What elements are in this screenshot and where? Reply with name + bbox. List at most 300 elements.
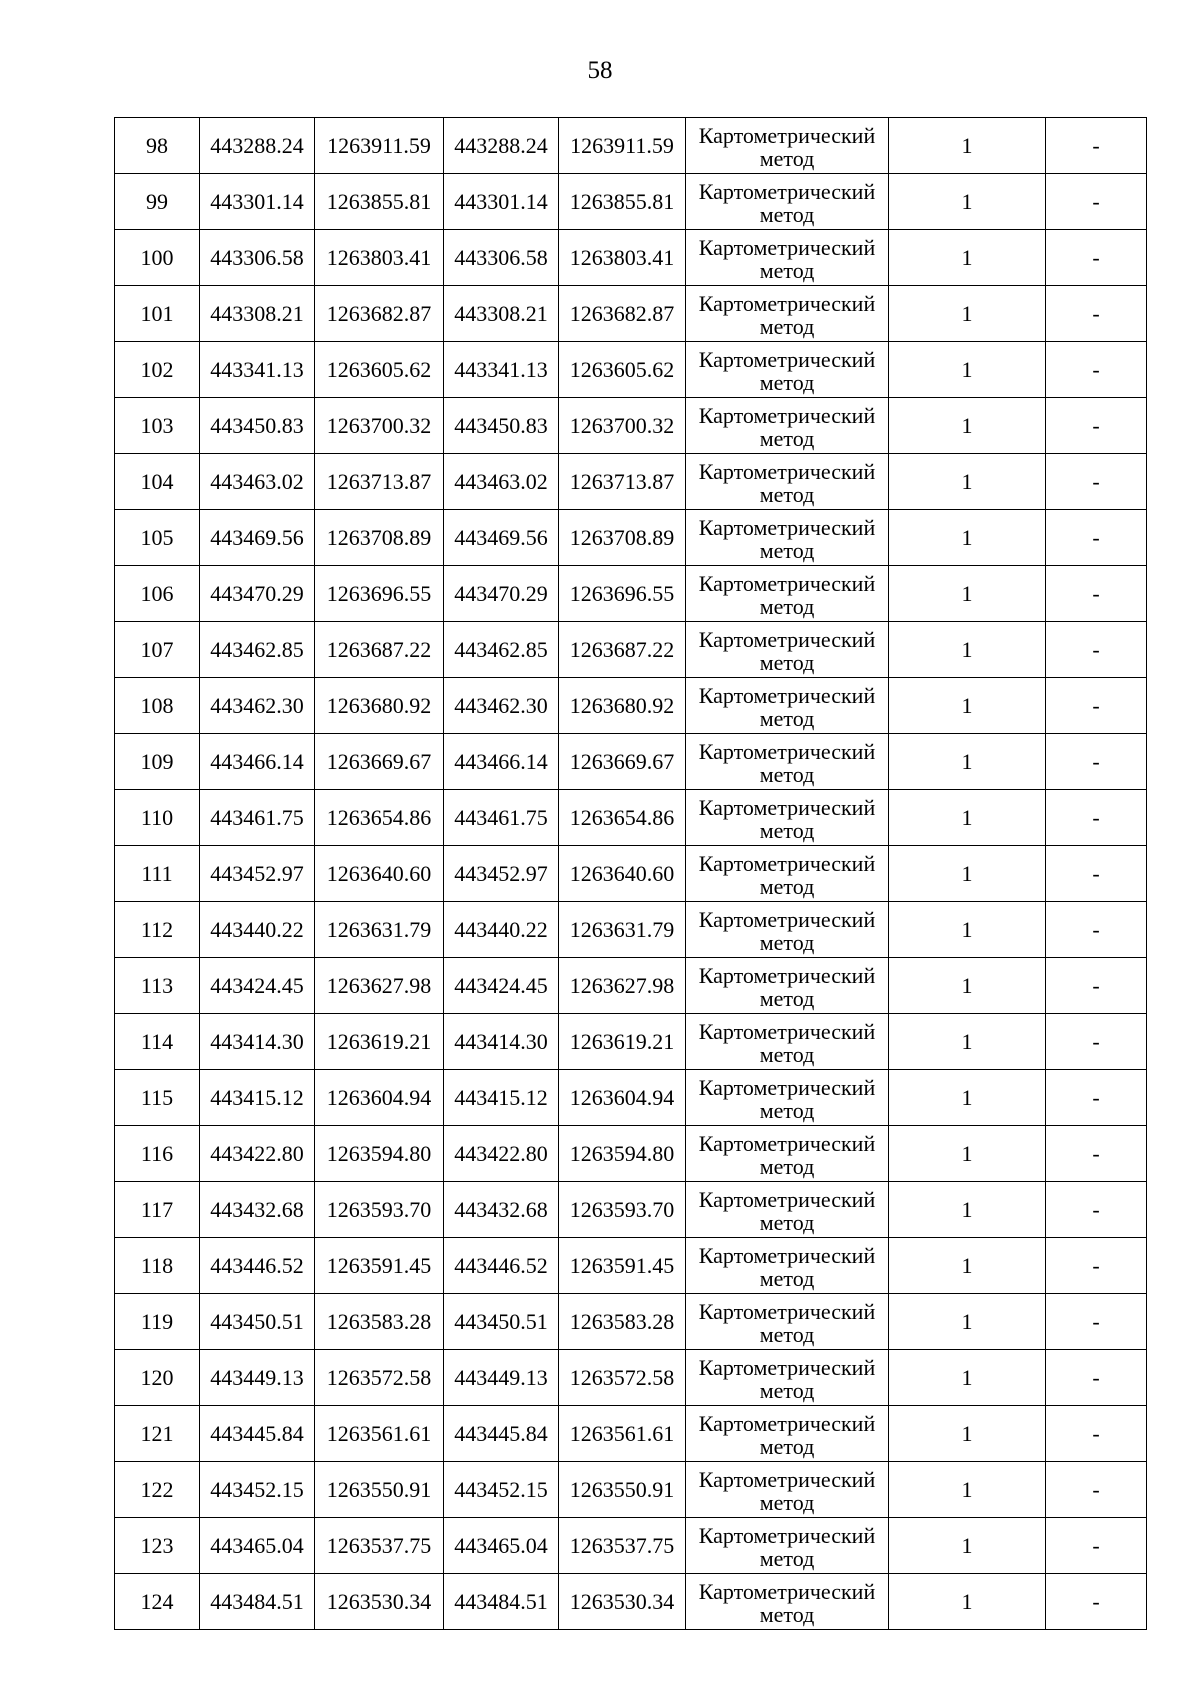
method-line-2: метод — [759, 537, 815, 563]
note-cell: - — [1046, 454, 1147, 510]
note-cell: - — [1046, 1462, 1147, 1518]
point-number-cell: 116 — [115, 1126, 200, 1182]
accuracy-cell: 1 — [889, 1126, 1046, 1182]
table-row — [115, 1574, 1147, 1630]
method-line-1: Картометрический — [698, 1466, 876, 1492]
y-coordinate-cell: 1263680.92 — [315, 678, 444, 734]
point-number-cell: 103 — [115, 398, 200, 454]
note-cell: - — [1046, 1574, 1147, 1630]
method-cell — [686, 230, 889, 286]
y-coordinate-cell: 1263583.28 — [315, 1294, 444, 1350]
table-row — [115, 566, 1147, 622]
accuracy-cell: 1 — [889, 1182, 1046, 1238]
method-line-1: Картометрический — [698, 1074, 876, 1100]
note-cell: - — [1046, 398, 1147, 454]
y-coordinate-cell: 1263619.21 — [315, 1014, 444, 1070]
note-cell: - — [1046, 1070, 1147, 1126]
x-coordinate-cell: 443450.51 — [200, 1294, 315, 1350]
x-coordinate-cell: 443449.13 — [444, 1350, 559, 1406]
y-coordinate-cell: 1263572.58 — [315, 1350, 444, 1406]
method-line-1: Картометрический — [698, 962, 876, 988]
x-coordinate-cell: 443414.30 — [200, 1014, 315, 1070]
method-cell — [686, 1070, 889, 1126]
method-line-2: метод — [759, 145, 815, 171]
table-row — [115, 1126, 1147, 1182]
x-coordinate-cell: 443306.58 — [444, 230, 559, 286]
accuracy-cell: 1 — [889, 174, 1046, 230]
x-coordinate-cell: 443440.22 — [200, 902, 315, 958]
note-cell: - — [1046, 902, 1147, 958]
method-line-2: метод — [759, 1433, 815, 1459]
note-cell: - — [1046, 566, 1147, 622]
method-line-2: метод — [759, 1489, 815, 1515]
accuracy-cell: 1 — [889, 1350, 1046, 1406]
table-row — [115, 1462, 1147, 1518]
table-row — [115, 622, 1147, 678]
accuracy-cell: 1 — [889, 342, 1046, 398]
y-coordinate-cell: 1263561.61 — [559, 1406, 686, 1462]
y-coordinate-cell: 1263803.41 — [559, 230, 686, 286]
table-row — [115, 1238, 1147, 1294]
x-coordinate-cell: 443465.04 — [200, 1518, 315, 1574]
method-line-2: метод — [759, 929, 815, 955]
x-coordinate-cell: 443462.85 — [200, 622, 315, 678]
method-line-1: Картометрический — [698, 402, 876, 428]
table-row — [115, 286, 1147, 342]
y-coordinate-cell: 1263696.55 — [315, 566, 444, 622]
method-line-2: метод — [759, 1377, 815, 1403]
x-coordinate-cell: 443424.45 — [200, 958, 315, 1014]
table-row — [115, 1406, 1147, 1462]
accuracy-cell: 1 — [889, 678, 1046, 734]
y-coordinate-cell: 1263680.92 — [559, 678, 686, 734]
y-coordinate-cell: 1263583.28 — [559, 1294, 686, 1350]
x-coordinate-cell: 443450.83 — [200, 398, 315, 454]
method-line-2: метод — [759, 1321, 815, 1347]
point-number-cell: 113 — [115, 958, 200, 1014]
method-line-1: Картометрический — [698, 570, 876, 596]
x-coordinate-cell: 443445.84 — [200, 1406, 315, 1462]
method-cell — [686, 734, 889, 790]
accuracy-cell: 1 — [889, 398, 1046, 454]
x-coordinate-cell: 443301.14 — [444, 174, 559, 230]
x-coordinate-cell: 443469.56 — [444, 510, 559, 566]
method-cell — [686, 1518, 889, 1574]
x-coordinate-cell: 443462.30 — [444, 678, 559, 734]
method-line-2: метод — [759, 873, 815, 899]
table-row — [115, 1070, 1147, 1126]
method-line-1: Картометрический — [698, 1242, 876, 1268]
note-cell: - — [1046, 1294, 1147, 1350]
table-row — [115, 902, 1147, 958]
point-number-cell: 104 — [115, 454, 200, 510]
y-coordinate-cell: 1263550.91 — [559, 1462, 686, 1518]
y-coordinate-cell: 1263605.62 — [559, 342, 686, 398]
accuracy-cell: 1 — [889, 1014, 1046, 1070]
y-coordinate-cell: 1263640.60 — [315, 846, 444, 902]
x-coordinate-cell: 443415.12 — [444, 1070, 559, 1126]
table-row — [115, 1294, 1147, 1350]
accuracy-cell: 1 — [889, 1518, 1046, 1574]
y-coordinate-cell: 1263627.98 — [559, 958, 686, 1014]
y-coordinate-cell: 1263550.91 — [315, 1462, 444, 1518]
x-coordinate-cell: 443445.84 — [444, 1406, 559, 1462]
method-cell — [686, 1014, 889, 1070]
method-cell — [686, 790, 889, 846]
point-number-cell: 121 — [115, 1406, 200, 1462]
method-cell — [686, 566, 889, 622]
note-cell: - — [1046, 1518, 1147, 1574]
method-cell — [686, 1406, 889, 1462]
x-coordinate-cell: 443422.80 — [444, 1126, 559, 1182]
table-row — [115, 1518, 1147, 1574]
method-cell — [686, 174, 889, 230]
method-line-1: Картометрический — [698, 850, 876, 876]
note-cell: - — [1046, 118, 1147, 174]
method-line-1: Картометрический — [698, 514, 876, 540]
note-cell: - — [1046, 678, 1147, 734]
method-cell — [686, 1238, 889, 1294]
point-number-cell: 105 — [115, 510, 200, 566]
x-coordinate-cell: 443470.29 — [444, 566, 559, 622]
accuracy-cell: 1 — [889, 566, 1046, 622]
y-coordinate-cell: 1263911.59 — [559, 118, 686, 174]
method-line-1: Картометрический — [698, 346, 876, 372]
point-number-cell: 106 — [115, 566, 200, 622]
method-cell — [686, 1462, 889, 1518]
table-row — [115, 174, 1147, 230]
method-cell — [686, 1294, 889, 1350]
table-row — [115, 510, 1147, 566]
y-coordinate-cell: 1263627.98 — [315, 958, 444, 1014]
x-coordinate-cell: 443452.15 — [200, 1462, 315, 1518]
method-cell — [686, 678, 889, 734]
y-coordinate-cell: 1263713.87 — [315, 454, 444, 510]
y-coordinate-cell: 1263593.70 — [559, 1182, 686, 1238]
x-coordinate-cell: 443465.04 — [444, 1518, 559, 1574]
method-line-1: Картометрический — [698, 1130, 876, 1156]
table-row — [115, 1014, 1147, 1070]
x-coordinate-cell: 443440.22 — [444, 902, 559, 958]
x-coordinate-cell: 443449.13 — [200, 1350, 315, 1406]
method-cell — [686, 1350, 889, 1406]
y-coordinate-cell: 1263530.34 — [559, 1574, 686, 1630]
method-line-1: Картометрический — [698, 682, 876, 708]
table-row — [115, 454, 1147, 510]
page-number: 58 — [587, 57, 613, 84]
y-coordinate-cell: 1263530.34 — [315, 1574, 444, 1630]
y-coordinate-cell: 1263713.87 — [559, 454, 686, 510]
method-line-2: метод — [759, 201, 815, 227]
note-cell: - — [1046, 342, 1147, 398]
table-row — [115, 678, 1147, 734]
accuracy-cell: 1 — [889, 286, 1046, 342]
x-coordinate-cell: 443446.52 — [444, 1238, 559, 1294]
y-coordinate-cell: 1263631.79 — [559, 902, 686, 958]
accuracy-cell: 1 — [889, 230, 1046, 286]
y-coordinate-cell: 1263708.89 — [315, 510, 444, 566]
method-line-2: метод — [759, 817, 815, 843]
x-coordinate-cell: 443461.75 — [200, 790, 315, 846]
y-coordinate-cell: 1263631.79 — [315, 902, 444, 958]
x-coordinate-cell: 443424.45 — [444, 958, 559, 1014]
method-line-2: метод — [759, 1041, 815, 1067]
y-coordinate-cell: 1263619.21 — [559, 1014, 686, 1070]
method-line-2: метод — [759, 257, 815, 283]
method-cell — [686, 846, 889, 902]
method-line-2: метод — [759, 1265, 815, 1291]
x-coordinate-cell: 443414.30 — [444, 1014, 559, 1070]
point-number-cell: 124 — [115, 1574, 200, 1630]
method-line-1: Картометрический — [698, 1018, 876, 1044]
note-cell: - — [1046, 286, 1147, 342]
method-line-2: метод — [759, 1209, 815, 1235]
method-line-1: Картометрический — [698, 1186, 876, 1212]
table-row — [115, 342, 1147, 398]
x-coordinate-cell: 443308.21 — [444, 286, 559, 342]
accuracy-cell: 1 — [889, 734, 1046, 790]
y-coordinate-cell: 1263654.86 — [559, 790, 686, 846]
y-coordinate-cell: 1263700.32 — [315, 398, 444, 454]
y-coordinate-cell: 1263682.87 — [559, 286, 686, 342]
method-cell — [686, 958, 889, 1014]
y-coordinate-cell: 1263911.59 — [315, 118, 444, 174]
y-coordinate-cell: 1263572.58 — [559, 1350, 686, 1406]
point-number-cell: 107 — [115, 622, 200, 678]
point-number-cell: 111 — [115, 846, 200, 902]
y-coordinate-cell: 1263591.45 — [559, 1238, 686, 1294]
method-line-1: Картометрический — [698, 1298, 876, 1324]
y-coordinate-cell: 1263682.87 — [315, 286, 444, 342]
note-cell: - — [1046, 734, 1147, 790]
table-row — [115, 1350, 1147, 1406]
point-number-cell: 114 — [115, 1014, 200, 1070]
y-coordinate-cell: 1263687.22 — [559, 622, 686, 678]
method-line-2: метод — [759, 985, 815, 1011]
table-body — [115, 118, 1147, 1630]
table-row — [115, 398, 1147, 454]
method-cell — [686, 622, 889, 678]
method-line-2: метод — [759, 481, 815, 507]
method-line-1: Картометрический — [698, 290, 876, 316]
note-cell: - — [1046, 1238, 1147, 1294]
accuracy-cell: 1 — [889, 1294, 1046, 1350]
table-row — [115, 230, 1147, 286]
x-coordinate-cell: 443432.68 — [200, 1182, 315, 1238]
x-coordinate-cell: 443288.24 — [444, 118, 559, 174]
point-number-cell: 117 — [115, 1182, 200, 1238]
method-line-2: метод — [759, 425, 815, 451]
accuracy-cell: 1 — [889, 454, 1046, 510]
y-coordinate-cell: 1263708.89 — [559, 510, 686, 566]
point-number-cell: 115 — [115, 1070, 200, 1126]
y-coordinate-cell: 1263640.60 — [559, 846, 686, 902]
y-coordinate-cell: 1263654.86 — [315, 790, 444, 846]
method-line-2: метод — [759, 593, 815, 619]
y-coordinate-cell: 1263537.75 — [315, 1518, 444, 1574]
method-line-2: метод — [759, 1545, 815, 1571]
y-coordinate-cell: 1263604.94 — [315, 1070, 444, 1126]
point-number-cell: 120 — [115, 1350, 200, 1406]
y-coordinate-cell: 1263687.22 — [315, 622, 444, 678]
method-line-1: Картометрический — [698, 738, 876, 764]
table-row — [115, 846, 1147, 902]
method-cell — [686, 510, 889, 566]
x-coordinate-cell: 443463.02 — [444, 454, 559, 510]
x-coordinate-cell: 443462.30 — [200, 678, 315, 734]
method-cell — [686, 454, 889, 510]
x-coordinate-cell: 443463.02 — [200, 454, 315, 510]
table-row — [115, 734, 1147, 790]
x-coordinate-cell: 443466.14 — [200, 734, 315, 790]
accuracy-cell: 1 — [889, 790, 1046, 846]
method-line-1: Картометрический — [698, 1410, 876, 1436]
accuracy-cell: 1 — [889, 510, 1046, 566]
point-number-cell: 101 — [115, 286, 200, 342]
method-line-2: метод — [759, 1097, 815, 1123]
point-number-cell: 110 — [115, 790, 200, 846]
method-line-1: Картометрический — [698, 122, 876, 148]
method-line-2: метод — [759, 761, 815, 787]
method-cell — [686, 1182, 889, 1238]
y-coordinate-cell: 1263591.45 — [315, 1238, 444, 1294]
method-line-1: Картометрический — [698, 234, 876, 260]
accuracy-cell: 1 — [889, 1238, 1046, 1294]
x-coordinate-cell: 443422.80 — [200, 1126, 315, 1182]
accuracy-cell: 1 — [889, 1070, 1046, 1126]
x-coordinate-cell: 443415.12 — [200, 1070, 315, 1126]
method-line-2: метод — [759, 313, 815, 339]
accuracy-cell: 1 — [889, 622, 1046, 678]
accuracy-cell: 1 — [889, 1462, 1046, 1518]
x-coordinate-cell: 443484.51 — [200, 1574, 315, 1630]
method-cell — [686, 118, 889, 174]
y-coordinate-cell: 1263593.70 — [315, 1182, 444, 1238]
note-cell: - — [1046, 1182, 1147, 1238]
accuracy-cell: 1 — [889, 846, 1046, 902]
table-row — [115, 790, 1147, 846]
accuracy-cell: 1 — [889, 902, 1046, 958]
point-number-cell: 122 — [115, 1462, 200, 1518]
method-line-1: Картометрический — [698, 794, 876, 820]
method-line-1: Картометрический — [698, 458, 876, 484]
point-number-cell: 108 — [115, 678, 200, 734]
method-cell — [686, 902, 889, 958]
y-coordinate-cell: 1263594.80 — [315, 1126, 444, 1182]
y-coordinate-cell: 1263669.67 — [559, 734, 686, 790]
table-row — [115, 958, 1147, 1014]
y-coordinate-cell: 1263700.32 — [559, 398, 686, 454]
accuracy-cell: 1 — [889, 958, 1046, 1014]
note-cell: - — [1046, 1126, 1147, 1182]
note-cell: - — [1046, 790, 1147, 846]
x-coordinate-cell: 443452.97 — [444, 846, 559, 902]
x-coordinate-cell: 443341.13 — [200, 342, 315, 398]
x-coordinate-cell: 443432.68 — [444, 1182, 559, 1238]
method-cell — [686, 342, 889, 398]
x-coordinate-cell: 443301.14 — [200, 174, 315, 230]
note-cell: - — [1046, 1350, 1147, 1406]
y-coordinate-cell: 1263561.61 — [315, 1406, 444, 1462]
coordinates-table — [114, 117, 1147, 1630]
method-cell — [686, 286, 889, 342]
x-coordinate-cell: 443450.51 — [444, 1294, 559, 1350]
method-line-1: Картометрический — [698, 178, 876, 204]
x-coordinate-cell: 443446.52 — [200, 1238, 315, 1294]
x-coordinate-cell: 443462.85 — [444, 622, 559, 678]
method-cell — [686, 1126, 889, 1182]
x-coordinate-cell: 443470.29 — [200, 566, 315, 622]
x-coordinate-cell: 443341.13 — [444, 342, 559, 398]
method-cell — [686, 1574, 889, 1630]
point-number-cell: 112 — [115, 902, 200, 958]
x-coordinate-cell: 443466.14 — [444, 734, 559, 790]
y-coordinate-cell: 1263605.62 — [315, 342, 444, 398]
method-cell — [686, 398, 889, 454]
y-coordinate-cell: 1263855.81 — [315, 174, 444, 230]
method-line-2: метод — [759, 1601, 815, 1627]
x-coordinate-cell: 443288.24 — [200, 118, 315, 174]
point-number-cell: 100 — [115, 230, 200, 286]
point-number-cell: 102 — [115, 342, 200, 398]
method-line-1: Картометрический — [698, 1522, 876, 1548]
y-coordinate-cell: 1263594.80 — [559, 1126, 686, 1182]
note-cell: - — [1046, 1014, 1147, 1070]
y-coordinate-cell: 1263537.75 — [559, 1518, 686, 1574]
x-coordinate-cell: 443308.21 — [200, 286, 315, 342]
point-number-cell: 99 — [115, 174, 200, 230]
method-line-2: метод — [759, 1153, 815, 1179]
note-cell: - — [1046, 510, 1147, 566]
accuracy-cell: 1 — [889, 1574, 1046, 1630]
x-coordinate-cell: 443452.15 — [444, 1462, 559, 1518]
method-line-1: Картометрический — [698, 626, 876, 652]
x-coordinate-cell: 443484.51 — [444, 1574, 559, 1630]
x-coordinate-cell: 443469.56 — [200, 510, 315, 566]
method-line-2: метод — [759, 369, 815, 395]
note-cell: - — [1046, 958, 1147, 1014]
y-coordinate-cell: 1263696.55 — [559, 566, 686, 622]
note-cell: - — [1046, 174, 1147, 230]
point-number-cell: 123 — [115, 1518, 200, 1574]
accuracy-cell: 1 — [889, 118, 1046, 174]
x-coordinate-cell: 443306.58 — [200, 230, 315, 286]
x-coordinate-cell: 443452.97 — [200, 846, 315, 902]
y-coordinate-cell: 1263669.67 — [315, 734, 444, 790]
y-coordinate-cell: 1263803.41 — [315, 230, 444, 286]
method-line-2: метод — [759, 705, 815, 731]
point-number-cell: 98 — [115, 118, 200, 174]
method-line-2: метод — [759, 649, 815, 675]
method-line-1: Картометрический — [698, 1354, 876, 1380]
x-coordinate-cell: 443450.83 — [444, 398, 559, 454]
note-cell: - — [1046, 622, 1147, 678]
point-number-cell: 109 — [115, 734, 200, 790]
y-coordinate-cell: 1263604.94 — [559, 1070, 686, 1126]
y-coordinate-cell: 1263855.81 — [559, 174, 686, 230]
accuracy-cell: 1 — [889, 1406, 1046, 1462]
table-row — [115, 118, 1147, 174]
x-coordinate-cell: 443461.75 — [444, 790, 559, 846]
method-line-1: Картометрический — [698, 906, 876, 932]
note-cell: - — [1046, 846, 1147, 902]
method-line-1: Картометрический — [698, 1578, 876, 1604]
point-number-cell: 119 — [115, 1294, 200, 1350]
note-cell: - — [1046, 230, 1147, 286]
point-number-cell: 118 — [115, 1238, 200, 1294]
note-cell: - — [1046, 1406, 1147, 1462]
table-row — [115, 1182, 1147, 1238]
